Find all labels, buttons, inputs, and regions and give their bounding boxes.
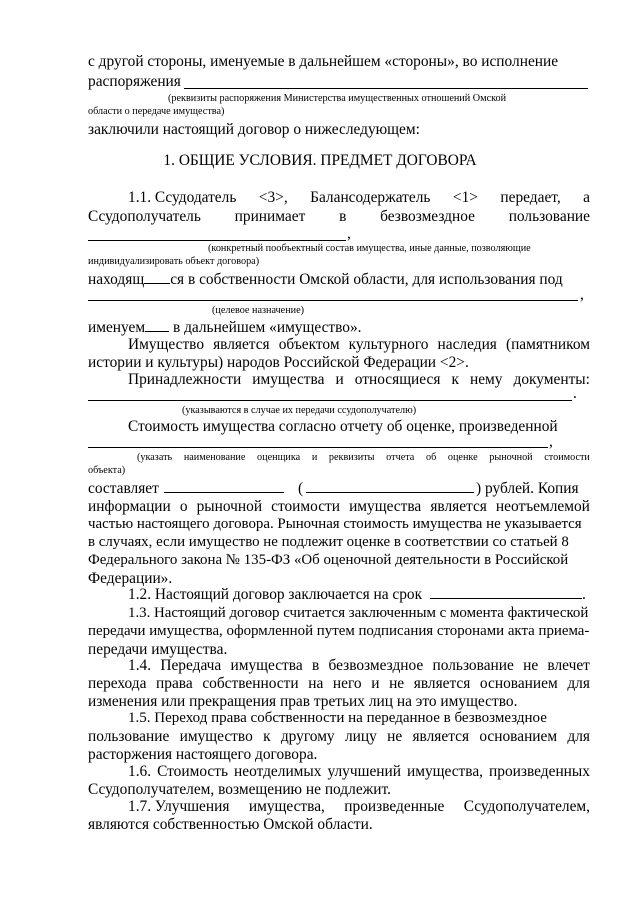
word: собственности [202,675,299,692]
blank-line [88,240,346,241]
text-fragment: ) рублей. Копия [476,480,579,497]
text-line [128,797,590,816]
text-fragment: находящ [88,271,145,288]
word: не [387,728,403,745]
text-line: в случаях, если имущество не подлежит оценке в соответствии со статьей 8 [88,534,569,550]
text-fragment: ( [298,480,304,497]
text-line [128,762,590,781]
text-line: 1.5. Переход права собственности на переданное в безвозмездное [128,710,547,726]
word: стоимости [271,498,341,515]
word: не [389,675,405,692]
word: <1> [452,189,478,206]
word: принимает [234,208,306,225]
word: неотъемлемой [495,498,590,515]
word: основанием [479,675,558,692]
word: неотделимых [234,763,322,780]
text-line [128,656,590,675]
text-fragment: . [581,586,586,603]
text-line: заключили настоящий договор о нижеследующем: [88,121,420,138]
text-line: частью настоящего договора. Рыночная стоимость имущества не указывается [88,516,582,532]
text-fragment: составляет [88,480,159,497]
word: стоимости [544,452,590,463]
note: (указываются в случае их передачи ссудополучателю) [182,405,417,416]
word: наследия [437,336,497,353]
word: произведенные [344,798,445,815]
text-fragment: в дальнейшем «имущество». [169,319,362,336]
word: и [371,675,380,692]
word: 1.1. Ссудодатель [128,189,237,206]
section-heading: 1. ОБЩИЕ УСЛОВИЯ. ПРЕДМЕТ ДОГОВОРА [163,152,477,169]
word: Ссудополучателем, [463,798,590,815]
blank-line [164,479,284,493]
note: индивидуализировать объект договора) [88,256,260,267]
word: него [332,675,362,692]
word: Стоимость [157,763,229,780]
word: пользование [88,728,170,745]
word: передает, [500,189,561,206]
note: (конкретный пообъектный состав имущества, иные данные, позволяющие [208,243,531,254]
text-line [128,370,590,389]
word: имущества [252,371,325,388]
word: а [583,189,590,206]
word: влечет [547,657,590,674]
blank-line [306,479,474,493]
text-line: Ссудополучателем, возмещению не подлежит. [88,781,391,798]
word: для [567,675,590,692]
word: имущества, [406,763,484,780]
text-line [88,674,590,693]
blank-line [430,585,582,599]
word: является [412,728,470,745]
word: пользование [432,657,514,674]
word: документы: [513,371,590,388]
word: и [311,452,318,463]
text-fragment: распоряжения [88,73,181,90]
word: нему [469,371,503,388]
text-fragment: , [580,286,584,303]
word: для [567,728,590,745]
text-fragment: , [347,225,351,242]
text-line [128,335,590,354]
word: имущества [349,498,422,515]
blank-line [88,300,578,301]
text-line: Стоимость имущества согласно отчету об оценке, произведенной [128,418,558,435]
text-line: Федерации». [88,570,173,587]
word: рыночной [489,452,533,463]
word: относящиеся [354,371,441,388]
text-line: 1.3. Настоящий договор считается заключенным с момента фактической [128,605,589,621]
text-line: передачи имущества, оформленной путем подписания сторонами акта приема- [88,623,590,639]
word: безвозмездное [328,657,424,674]
word: и [335,371,344,388]
text-line: являются собственностью Омской области. [88,816,373,833]
word: оценке [447,452,478,463]
text-line: Федерального закона № 135-ФЗ «Об оценочной деятельности в Российской [88,552,569,568]
text-fragment: . [573,385,577,402]
word: не [523,657,539,674]
word: 1.4. [128,657,152,674]
word: реквизиты [328,452,375,463]
word: 1.7. Улучшения [128,798,230,815]
word: информации [88,498,171,515]
text-line [88,207,590,226]
word: (памятником [505,336,590,353]
word: является [430,498,487,515]
text-line [88,497,590,516]
text-line: истории и культуры) народов Российской Федерации <2>. [88,354,469,371]
word: Принадлежности [128,371,242,388]
word: о [179,498,188,515]
text-line [88,270,590,289]
word: к [263,728,271,745]
word: лицу [344,728,377,745]
word: пользование [508,208,590,225]
text-line: изменения или прекращения прав третьих лиц на это имущество. [88,693,518,710]
text-line [128,585,590,604]
text-fragment: именуем [88,319,146,336]
note [137,451,590,464]
word: имущества, [248,798,325,815]
word: (указать [137,452,173,463]
blank-line [88,447,548,448]
text-line [88,479,590,498]
word: на [308,675,324,692]
word: является [213,336,270,353]
word: отчета [386,452,415,463]
note: области о передаче имущества) [88,106,225,117]
word: основанием [479,728,558,745]
word: безвозмездное [380,208,475,225]
word: в [311,657,320,674]
blank-line [145,318,169,332]
word: Ссудополучатель [88,208,201,225]
word: Балансодержатель [310,189,431,206]
word: является [413,675,471,692]
note: (целевое назначение) [212,305,305,316]
word: в [339,208,347,225]
word: об [425,452,437,463]
word: культурного [348,336,429,353]
word: перехода [88,675,147,692]
word: наименование [183,452,246,463]
word: имущества [230,657,303,674]
text-fragment: ся в собственности Омской области, для использования под [170,271,563,288]
word: рыночной [196,498,263,515]
word: произведенных [489,763,590,780]
word: к [451,371,459,388]
text-line [88,727,590,746]
text-line: расторжения настоящего договора. [88,746,318,763]
word: Имущество [128,336,205,353]
word: 1.6. [128,763,152,780]
text-fragment: , [549,433,553,450]
text-line: с другой стороны, именуемые в дальнейшем «стороны», во исполнение [88,53,559,70]
word: права [156,675,193,692]
word: Передача [160,657,222,674]
word: улучшений [327,763,401,780]
word: <3>, [258,189,288,206]
word: имущество [179,728,253,745]
note: (реквизиты распоряжения Министерства имущественных отношений Омской [168,93,507,104]
blank-line [144,270,170,284]
text-fragment: 1.2. Настоящий договор заключается на срок [128,586,423,603]
word: объектом [278,336,340,353]
blank-line [184,88,588,89]
blank-line [88,400,572,401]
word: другому [280,728,335,745]
text-line: передачи имущества. [88,641,228,658]
note: объекта) [88,465,126,476]
word: оценщика [257,452,301,463]
text-line [128,188,590,207]
